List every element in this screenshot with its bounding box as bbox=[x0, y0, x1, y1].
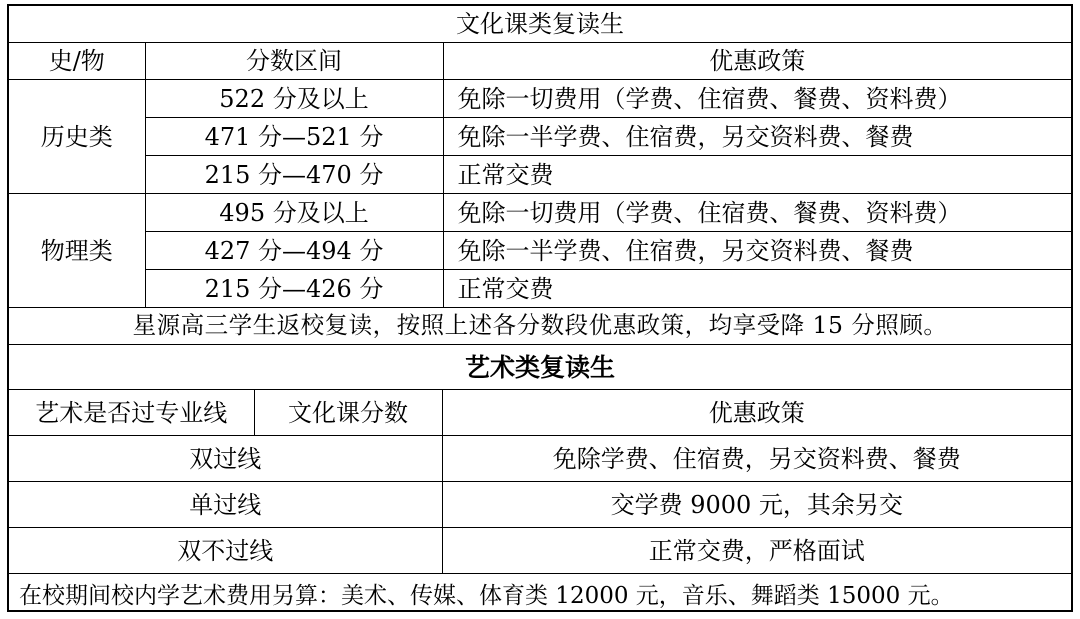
group-physics: 物理类 bbox=[9, 194, 145, 308]
table-row bbox=[9, 528, 1071, 574]
table-row bbox=[9, 482, 1071, 528]
culture-table bbox=[9, 6, 1071, 345]
art-row-label: 双不过线 bbox=[9, 528, 442, 574]
header-subject: 史/物 bbox=[9, 43, 145, 80]
score-range: 215 分—426 分 bbox=[145, 270, 443, 308]
art-row-policy: 正常交费，严格面试 bbox=[442, 528, 1071, 574]
table-row bbox=[9, 436, 1071, 482]
policy-text: 免除一半学费、住宿费，另交资料费、餐费 bbox=[443, 232, 1071, 270]
table-row bbox=[9, 232, 1071, 270]
table-row bbox=[9, 156, 1071, 194]
header-passed-line: 艺术是否过专业线 bbox=[9, 390, 254, 436]
score-range: 471 分—521 分 bbox=[145, 118, 443, 156]
policy-text: 免除一切费用（学费、住宿费、餐费、资料费） bbox=[443, 194, 1071, 232]
group-history: 历史类 bbox=[9, 80, 145, 194]
art-title: 艺术类复读生 bbox=[9, 345, 1071, 390]
score-range: 522 分及以上 bbox=[145, 80, 443, 118]
fee-policy-sheet bbox=[7, 4, 1073, 612]
table-row bbox=[9, 270, 1071, 308]
header-culture-score: 文化课分数 bbox=[254, 390, 442, 436]
art-row-policy: 免除学费、住宿费，另交资料费、餐费 bbox=[442, 436, 1071, 482]
policy-text: 正常交费 bbox=[443, 156, 1071, 194]
art-row-label: 双过线 bbox=[9, 436, 442, 482]
policy-text: 正常交费 bbox=[443, 270, 1071, 308]
header-art-policy: 优惠政策 bbox=[442, 390, 1071, 436]
culture-note: 星源高三学生返校复读，按照上述各分数段优惠政策，均享受降 15 分照顾。 bbox=[9, 308, 1071, 345]
score-range: 427 分—494 分 bbox=[145, 232, 443, 270]
table-row bbox=[9, 80, 1071, 118]
policy-text: 免除一切费用（学费、住宿费、餐费、资料费） bbox=[443, 80, 1071, 118]
table-row bbox=[9, 118, 1071, 156]
art-table bbox=[9, 345, 1071, 618]
score-range: 495 分及以上 bbox=[145, 194, 443, 232]
score-range: 215 分—470 分 bbox=[145, 156, 443, 194]
art-row-label: 单过线 bbox=[9, 482, 442, 528]
header-score-range: 分数区间 bbox=[145, 43, 443, 80]
policy-text: 免除一半学费、住宿费，另交资料费、餐费 bbox=[443, 118, 1071, 156]
culture-title: 文化课类复读生 bbox=[9, 6, 1071, 43]
art-row-policy: 交学费 9000 元，其余另交 bbox=[442, 482, 1071, 528]
art-footer-note: 在校期间校内学艺术费用另算：美术、传媒、体育类 12000 元，音乐、舞蹈类 15000 元。 bbox=[19, 582, 954, 609]
header-policy: 优惠政策 bbox=[443, 43, 1071, 80]
table-row bbox=[9, 194, 1071, 232]
